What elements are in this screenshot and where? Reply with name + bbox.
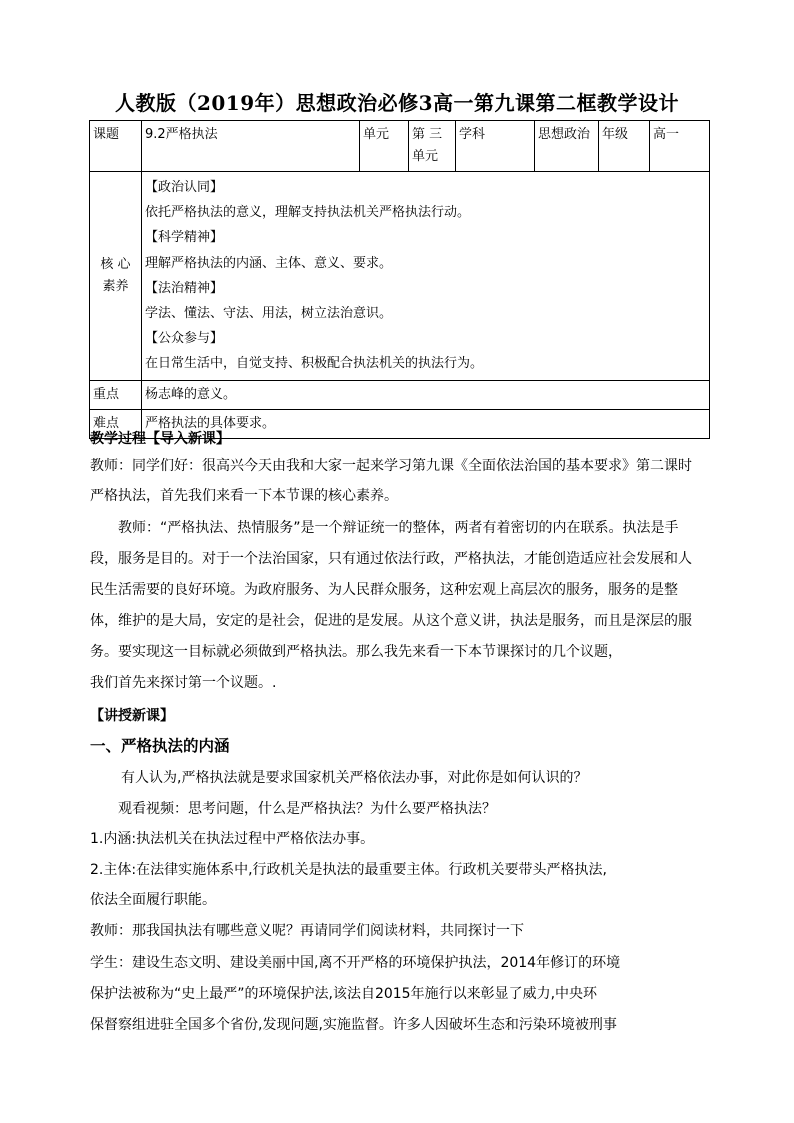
subject-label: 学科 (456, 121, 535, 172)
core-line: 学法、懂法、守法、用法，树立法治意识。 (145, 306, 393, 322)
paragraph-line: 民生活需要的良好环境。为政府服务、为人民群众服务，这种宏观上高层次的服务，服务的是整 (90, 582, 678, 598)
difficulty-label: 难点 (90, 409, 142, 438)
core-line: 【公众参与】 (145, 331, 224, 347)
student-line: 学生：建设生态文明、建设美丽中国,离不开严格的环境保护执法，2014年修订的环境 (90, 955, 621, 971)
core-literacy-label (90, 172, 142, 381)
student-line: 保护法被称为“史上最严”的环境保护法,该法自2015年施行以来彰显了威力,中央环 (90, 986, 598, 1002)
core-line: 在日常生活中，自觉支持、积极配合执法机关的执法行为。 (145, 356, 484, 372)
core-line: 【政治认同】 (145, 180, 224, 195)
section-heading: 一、严格执法的内涵 (90, 737, 230, 755)
core-line: 【法治精神】 (145, 280, 224, 296)
unit-value-line1: 第 三 (412, 127, 443, 142)
paragraph-line: 段，服务是目的。对于一个法治国家，只有通过依法行政，严格执法，才能创造适应社会发展和人 (90, 551, 692, 567)
paragraph-line: 我们首先来探讨第一个议题。. (90, 675, 277, 691)
question-line: 有人认为,严格执法就是要求国家机关严格依法办事，对此你是如何认识的？ (121, 770, 588, 786)
grade-label: 年级 (599, 121, 650, 172)
table-row-key-point (90, 380, 710, 409)
intro-line: 严格执法，首先我们来看一下本节课的核心素养。 (90, 488, 398, 504)
unit-value-line2: 单元 (412, 149, 439, 164)
table-row-topic (90, 121, 710, 172)
core-line: 【科学精神】 (145, 230, 224, 246)
new-lesson-heading: 【讲授新课】 (90, 708, 174, 724)
paragraph-line: 务。要实现这一目标就必须做到严格执法。那么我先来看一下本节课探讨的几个议题， (90, 644, 622, 660)
intro-line: 教师：同学们好：很高兴今天由我和大家一起来学习第九课《全面依法治国的基本要求》第二课时 (90, 458, 692, 474)
paragraph-line: 体，维护的是大局，安定的是社会，促进的是发展。从这个意义讲，执法是服务，而且是深层的服 (90, 613, 692, 629)
table-row-core-literacy (90, 172, 710, 381)
core-literacy-content (142, 172, 710, 381)
core-line: 依托严格执法的意义，理解支持执法机关严格执法行动。 (145, 205, 471, 221)
topic-label: 课题 (90, 121, 142, 172)
document-title: 人教版（2019年）思想政治必修3高一第九课第二框教学设计 (114, 91, 680, 115)
unit-label: 单元 (360, 121, 409, 172)
core-label-line1: 核 心 (100, 256, 131, 272)
key-point-value: 杨志峰的意义。 (142, 380, 710, 409)
point-line: 1.内涵:执法机关在执法过程中严格依法办事。 (90, 831, 375, 847)
core-line: 理解严格执法的内涵、主体、意义、要求。 (145, 255, 393, 271)
question-line: 观看视频：思考问题，什么是严格执法？为什么要严格执法？ (118, 801, 496, 817)
point-line: 依法全面履行职能。 (90, 892, 216, 908)
paragraph-line: 教师：“严格执法、热情服务”是一个辩证统一的整体，两者有着密切的内在联系。执法是手 (118, 520, 679, 536)
process-heading: 教学过程【导入新课】 (90, 431, 230, 447)
topic-value: 9.2严格执法 (142, 121, 360, 172)
student-line: 保督察组进驻全国多个省份,发现问题,实施监督。许多人因破坏生态和污染环境被刑事 (90, 1017, 617, 1033)
teacher-line: 教师：那我国执法有哪些意义呢？再请同学们阅读材料，共同探讨一下 (90, 923, 524, 939)
lesson-info-table (89, 120, 710, 439)
difficulty-value: 严格执法的具体要求。 (142, 409, 710, 438)
core-label-line2: 素养 (102, 278, 129, 294)
point-line: 2.主体:在法律实施体系中,行政机关是执法的最重要主体。行政机关要带头严格执法, (90, 862, 607, 878)
subject-value: 思想政治 (535, 121, 599, 172)
grade-value: 高一 (650, 121, 710, 172)
unit-value (409, 121, 456, 172)
key-point-label: 重点 (90, 380, 142, 409)
